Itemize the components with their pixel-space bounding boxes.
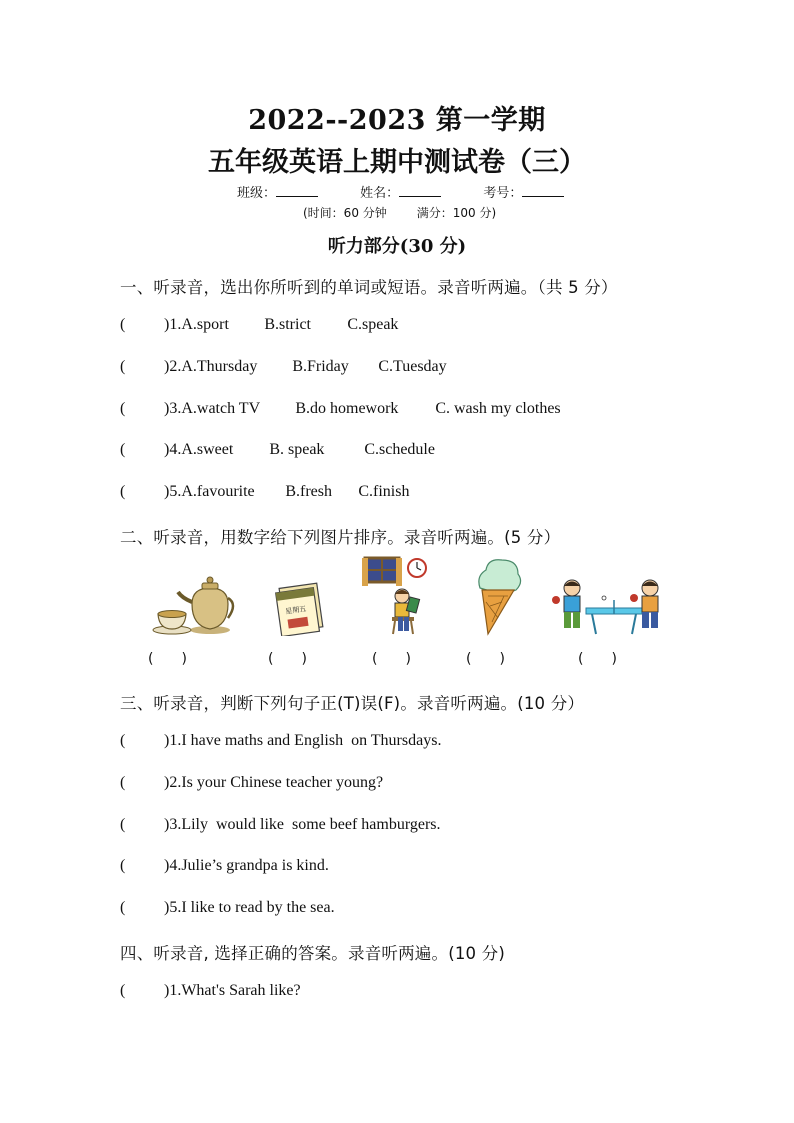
picture-3-bracket[interactable]: ( ) [372,651,411,667]
option-a: A.favourite [181,483,255,500]
question-text: )2.Is your Chinese teacher young? [164,774,384,791]
answer-bracket[interactable]: ( [120,483,126,500]
exam-term-title: 2022--2023 第一学期 [248,105,546,136]
answer-bracket[interactable]: ( [120,358,126,375]
s1-question-2 [120,358,447,376]
option-b: B.fresh [285,483,332,500]
question-text: )5.I like to read by the sea. [164,899,335,916]
exam-meta [303,204,496,221]
section-3-title: 三、听录音，判断下列句子正(T)误(F)。录音听两遍。(10 分） [120,694,585,713]
answer-bracket[interactable]: ( [120,732,126,749]
picture-1-bracket[interactable]: ( ) [148,651,187,667]
option-a: A.sweet [181,441,234,458]
option-a: A.watch TV [181,400,261,417]
exam-title: 五年级英语上期中测试卷（三） [208,147,586,178]
section-2-title: 二、听录音，用数字给下列图片排序。录音听两遍。(5 分） [120,528,561,547]
calendar-day-text: 星期五 [284,604,307,616]
question-text: )1.I have maths and English on Thursdays. [164,732,442,749]
picture-4-bracket[interactable]: ( ) [466,651,505,667]
option-c: C. wash my clothes [435,400,561,417]
s3-question-4 [120,857,329,875]
name-blank[interactable] [399,184,441,197]
answer-bracket[interactable]: ( [120,316,126,333]
option-b: B. speak [269,441,325,458]
option-c: C.speak [347,316,399,333]
option-c: C.finish [358,483,410,500]
s1-question-3 [120,400,561,418]
ping-pong-icon [552,578,672,636]
answer-bracket[interactable]: ( [120,774,126,791]
section-4-title: 四、听录音, 选择正确的答案。录音听两遍。(10 分) [120,944,506,963]
question-text: )4.Julie’s grandpa is kind. [164,857,329,874]
option-a: A.Thursday [181,358,258,375]
option-b: B.strict [264,316,311,333]
s3-question-2 [120,774,383,792]
s1-question-5 [120,483,409,501]
picture-2-bracket[interactable]: ( ) [268,651,307,667]
exam-no-label: 考号： [483,186,523,201]
s3-question-5 [120,899,335,917]
section-1-title: 一、听录音，选出你所听到的单词或短语。录音听两遍。（共 5 分） [120,278,618,297]
question-number: )4. [164,441,182,458]
class-label: 班级： [237,186,277,201]
s3-question-3 [120,816,441,834]
boy-reading-icon [362,556,432,636]
picture-5-bracket[interactable]: ( ) [578,651,617,667]
s4-question-1 [120,982,301,1000]
name-label: 姓名： [360,186,400,201]
answer-bracket[interactable]: ( [120,899,126,916]
student-info-line [237,182,602,201]
question-text: )3.Lily would like some beef hamburgers. [164,816,441,833]
option-c: C.Tuesday [378,358,447,375]
listening-part-title: 听力部分(30 分) [327,236,467,257]
answer-bracket[interactable]: ( [120,982,126,999]
s3-question-1 [120,732,441,750]
question-text: )1.What's Sarah like? [164,982,301,999]
s1-question-1 [120,316,398,334]
question-number: )2. [164,358,182,375]
ice-cream-icon [474,556,524,636]
answer-bracket[interactable]: ( [120,441,126,458]
question-number: )5. [164,483,182,500]
question-number: )3. [164,400,182,417]
option-b: B.Friday [292,358,349,375]
option-a: A.sport [181,316,229,333]
teapot-and-cup-icon [152,574,236,636]
answer-bracket[interactable]: ( [120,400,126,417]
calendar-icon [272,582,324,636]
s1-question-4 [120,441,435,459]
answer-bracket[interactable]: ( [120,816,126,833]
score-label: 满分：100 分) [416,206,497,220]
time-label: (时间：60 分钟 [303,206,387,220]
answer-bracket[interactable]: ( [120,857,126,874]
option-c: C.schedule [364,441,435,458]
question-number: )1. [164,316,182,333]
exam-no-blank[interactable] [522,184,564,197]
option-b: B.do homework [295,400,399,417]
class-blank[interactable] [276,184,318,197]
